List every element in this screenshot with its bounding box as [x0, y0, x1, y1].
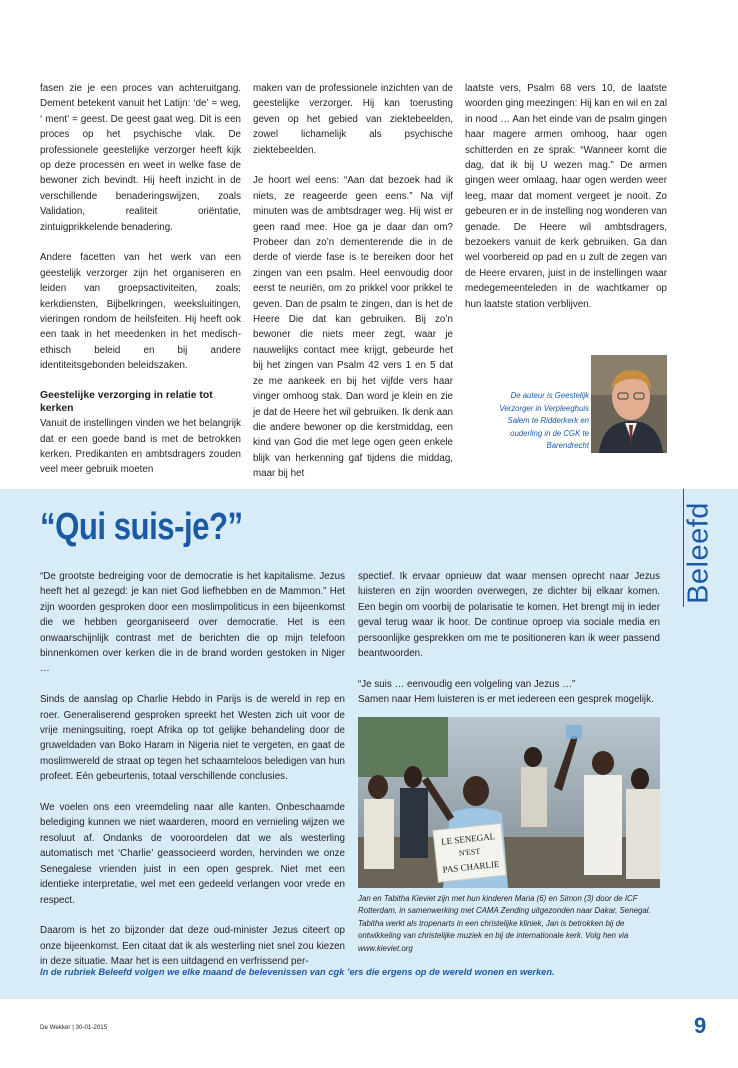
paragraph: Je hoort wel eens: “Aan dat bezoek had ik niets, ze reageerde geen eens.” Na vijf minuten was de ambtsdrager weg. Hij wist er geen raad mee. Hoe ga je daar dan om? Probeer dan zo’n dementerende die in de derde of vierde fase is te bereiken door het zingen van een psalm. Heel eenvoudig door eerst te neuriën, om zo prikkel voor prikkel te geven. Dan de psalm te zingen, dan is het de Heere Die dat kan gebruiken. Bij zo’n bewoner die niets meer zegt, waar je nauwelijks contact mee krijgt, gebeurde het bij het zingen van Psalm 42 vers 1 en 5 dat ze me aankeek en bij het vijfde vers haar vinger omhoog stak. Dan word je klein en zie je dat de Heere het wil gebruiken. Ik denk aan die andere bewoner op die kerstmiddag, een kind van God die met lege ogen geen enkele blijk van herkenning gaf tijdens die middag, maar bij het	[253, 175, 453, 480]
section-side-label	[670, 503, 728, 603]
section-column-2	[358, 569, 660, 723]
sign-text-line-1: LE SENEGAL	[440, 831, 496, 847]
quote-line: “Je suis … eenvoudig een volgeling van Jezus …”	[358, 678, 576, 690]
page-number: 9	[694, 1013, 707, 1038]
paragraph: Sinds de aanslag op Charlie Hebdo in Parijs is de wereld in rep en roer. Generaliserend gesproken spreekt het Westen zich uit voor de vrije meningsuiting, roept Afrika op tot gelijke behandeling door de gruweldaden van Boko Haram in Nigeria niet te vergeten, en gaat de moslimwereld de straat op tegen het schaamteloos beledigen van hun profeet. Eén gebeurtenis, totaal verschillende conclusies.	[40, 694, 345, 783]
author-photo	[591, 355, 667, 453]
paragraph: “De grootste bedreiging voor de democratie is het kapitalisme. Jezus heeft het al gezegd: je kan niet God liefhebben en de Mammon.” Het zijn woorden gesproken door een moslimpoliticus in een bijeenkomst die we hebben georganiseerd over democratie. Het is een onwaarschijnlijk contrast met de berichten die op mijn telefoon binnenkomen over kerken die in de brand worden gestoken in Niger …	[40, 571, 345, 675]
paragraph: We voelen ons een vreemdeling naar alle kanten. Onbeschaamde belediging kunnen we niet waarderen, moord en vernieling wijzen we resoluut af. Ondanks de vooroordelen dat we als westerling automatisch met ‘Charlie’ geassocieerd worden, hervinden we onze Senegalese vrienden juist in een open gesprek. Niet met een identieke interpretatie, wel met een gedeeld verlangen voor vrede en respect.	[40, 802, 345, 906]
paragraph: fasen zie je een proces van achteruitgang. Dement betekent vanuit het Latijn: ‘de’ = weg, ‘ ment’ = geest. De geest gaat weg. Dit is een proces op het psychische vlak. De professionele geestelijke verzorger heeft kijk op deze processen en weet in welke fase de bewoner zich bevindt. Hij heeft inzicht in de verschillende benaderingswijzen, zoals Validation, realiteit oriëntatie, zintuigprikkelende benadering.	[40, 83, 241, 233]
section-label-text: Beleefd	[682, 502, 715, 604]
rubric-note: In de rubriek Beleefd volgen we elke maand de belevenissen van cgk ’ers die ergens op de wereld wonen en werken.	[40, 967, 555, 977]
article-column-1	[40, 81, 241, 478]
paragraph: Andere facetten van het werk van een geestelijk verzorger zijn het organiseren en leiden van groepsactiviteiten, zoals; kerkdiensten, Bijbelkringen, weeksluitingen, vieringen rondom de heilsfeiten. Hij heeft ook een taak in het meedenken in het medisch-ethisch beleid en bij andere identiteitsgebonden beleidszaken.	[40, 252, 241, 372]
article-column-3	[465, 81, 667, 312]
sign-text-line-2: N'EST	[458, 846, 481, 858]
protest-photo	[358, 717, 660, 888]
paragraph: Samen naar Hem luisteren is er met iedereen een gesprek mogelijk.	[358, 694, 654, 706]
subheading: Geestelijke verzorging in relatie tot kerken	[40, 390, 213, 415]
section-column-1	[40, 569, 345, 985]
photo-caption: Jan en Tabitha Kieviet zijn met hun kinderen Maria (6) en Simon (3) door de ICF Rotterdam, in samenwerking met CAMA Zending uitgezonden naar Dakar, Senegal. Tabitha werkt als tropenarts in een christelijke kliniek, Jan is betrokken bij de ontwikkeling van christelijke muziek en bij de internationale kerk. Volg hen via www.kieviet.org	[358, 894, 651, 953]
article-column-2	[253, 81, 453, 482]
paragraph: Vanuit de instellingen vinden we het belangrijk dat er een goede band is met de betrokken kerken. Predikanten en ambtsdragers zouden veel meer gebruik moeten	[40, 418, 241, 476]
author-caption: De auteur is Geestelijk Verzorger in Verpleeghuis Salem te Ridderkerk en ouderling in de CGK te Barendrecht	[499, 391, 589, 450]
article-title: “Qui suis-je?”	[40, 506, 243, 548]
author-portrait-illustration	[591, 355, 667, 453]
sign-text-line-3: PAS CHARLIE	[442, 858, 500, 875]
footer-publication: De Wekker | 30-01-2015	[40, 1024, 108, 1031]
paragraph: spectief. Ik ervaar opnieuw dat waar mensen oprecht naar Jezus luisteren en zijn woorden overwegen, ze dichter bij elkaar komen. Een begin om voorbij de polarisatie te komen. Het brengt mij in ieder geval terug waar ik hoor. De continue oproep via sociale media en persoonlijke gesprekken om me te positioneren kan ik weer passend beantwoorden.	[358, 571, 660, 660]
paragraph: maken van de professionele inzichten van de geestelijke verzorger. Hij kan toerusting geven op het gebied van ziektebeelden, zowel lichamelijk als psychische ziektebeelden.	[253, 83, 453, 156]
paragraph: laatste vers, Psalm 68 vers 10, de laatste woorden ging meezingen: Hij kan en wil en zal in nood … Aan het einde van de psalm gingen haar magere armen omhoog, haar ogen schitterden en ze sprak: “Wanneer komt die dag, dat ik bij U wezen mag.” De armen gingen weer omlaag, haar ogen werden weer leeg, maar dat moment vergeet je nooit. Zo gebeuren er in de instelling nog wonderen van genade. De Heere wil ambtsdragers, bezoekers vanuit de kerk gebruiken. Ga dan wel voorbereid op pad en u zult de zegen van de Heere ervaren, juist in de instellingen waar medegemeenteleden in de wachtkamer op hun laatste station verblijven.	[465, 83, 667, 310]
protest-photo-illustration	[358, 717, 660, 888]
paragraph: Daarom is het zo bijzonder dat deze oud-minister Jezus citeert op onze bijeenkomst. Een citaat dat ik als westerling niet snel zou kiezen in deze situatie. Maar het is een uitdagend en verfrissend per-	[40, 925, 345, 968]
